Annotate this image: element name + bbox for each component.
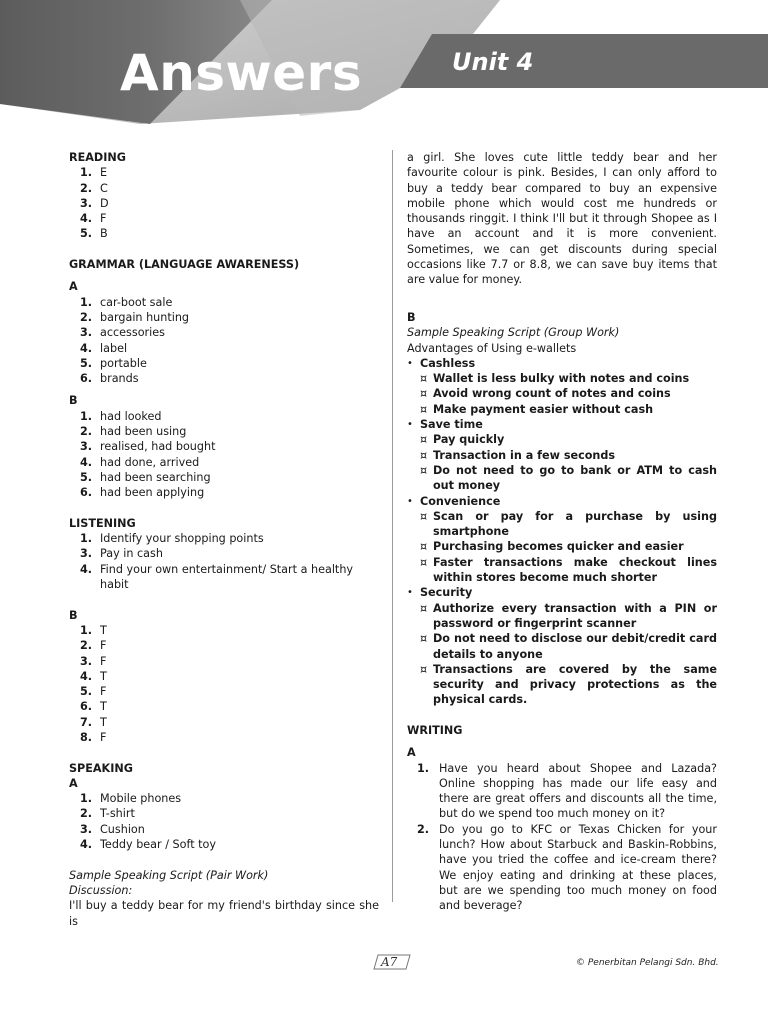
list-item xyxy=(69,623,379,638)
list-item xyxy=(69,211,379,226)
advantage-title: Security xyxy=(420,586,473,600)
item-number: 4. xyxy=(79,669,92,683)
item-text: had looked xyxy=(100,409,162,423)
list-item xyxy=(69,837,379,852)
item-number: 6. xyxy=(79,372,92,386)
list-item xyxy=(69,424,379,439)
list-item xyxy=(69,730,379,745)
list-item: ¤ Wallet is less bulky with notes and coins xyxy=(420,371,717,386)
list-item xyxy=(69,806,379,821)
list-item xyxy=(69,371,379,386)
item-number: 1. xyxy=(79,532,92,546)
item-number: 3. xyxy=(79,822,92,836)
listening-b-label: B xyxy=(69,608,78,622)
item-text: Teddy bear / Soft toy xyxy=(100,838,216,852)
speaking-a-list xyxy=(69,791,379,852)
writing-list xyxy=(407,761,717,914)
list-item: ¤ Scan or pay for a purchase by using smartphone xyxy=(420,509,717,540)
list-item xyxy=(69,822,379,837)
item-text: Pay in cash xyxy=(100,547,163,561)
item-text: Have you heard about Shopee and Lazada? Online shopping has made our life easy and there are great offers and discounts all the time, but do we spend too much money on it? xyxy=(439,761,717,821)
item-number: 5. xyxy=(79,470,92,484)
item-number: 2. xyxy=(79,639,92,653)
item-text: T xyxy=(100,623,107,637)
item-text: bargain hunting xyxy=(100,310,190,324)
item-number: 6. xyxy=(79,700,92,714)
item-text: had done, arrived xyxy=(100,455,200,469)
item-number: 8. xyxy=(79,730,92,744)
item-number: 5. xyxy=(79,685,92,699)
group-work-title: Sample Speaking Script (Group Work) xyxy=(407,326,620,340)
item-number: 1. xyxy=(79,792,92,806)
list-item xyxy=(69,310,379,325)
list-item xyxy=(407,417,717,493)
list-item xyxy=(69,455,379,470)
item-text: T xyxy=(100,700,107,714)
list-item: ¤ Avoid wrong count of notes and coins xyxy=(420,386,717,401)
item-text: brands xyxy=(100,372,139,386)
copyright-notice: © Penerbitan Pelangi Sdn. Bhd. xyxy=(576,958,719,968)
grammar-heading: GRAMMAR (LANGUAGE AWARENESS) xyxy=(69,258,300,272)
list-item: ¤ Transactions are covered by the same security and privacy protections as the physical cards. xyxy=(420,662,717,708)
writing-a-label: A xyxy=(407,746,416,760)
listening-b-list xyxy=(69,623,379,745)
pair-work-title: Sample Speaking Script (Pair Work) xyxy=(69,868,269,882)
discussion-label: Discussion: xyxy=(69,883,133,897)
item-text: Do you go to KFC or Texas Chicken for your lunch? How about Starbuck and Baskin-Robbins, have you tried the coffee and ice-cream there? We enjoy eating and drinking at these places, but are we spending too much money on food and beverage? xyxy=(439,822,717,913)
list-item xyxy=(69,341,379,356)
item-number: 3. xyxy=(79,654,92,668)
item-text: F xyxy=(100,639,107,653)
item-text: Identify your shopping points xyxy=(100,532,264,546)
list-item: ¤ Make payment easier without cash xyxy=(420,402,717,417)
item-text: accessories xyxy=(100,326,165,340)
item-number: 4. xyxy=(79,212,92,226)
item-text: T xyxy=(100,715,107,729)
item-text: Find your own entertainment/ Start a healthy habit xyxy=(100,562,354,592)
list-item xyxy=(69,638,379,653)
advantage-title: Save time xyxy=(420,418,483,432)
list-item xyxy=(69,715,379,730)
page-number-box xyxy=(372,953,412,971)
item-text: F xyxy=(100,730,107,744)
list-item xyxy=(69,165,379,180)
page-title: Answers xyxy=(120,44,363,102)
writing-heading: WRITING xyxy=(407,723,463,737)
list-item xyxy=(69,181,379,196)
item-text: portable xyxy=(100,356,147,370)
item-number: 1. xyxy=(79,295,92,309)
item-text: Mobile phones xyxy=(100,792,182,806)
listening-a-list xyxy=(69,531,379,592)
item-text: F xyxy=(100,212,107,226)
list-item xyxy=(407,761,717,822)
list-item xyxy=(407,822,717,914)
item-text: F xyxy=(100,685,107,699)
list-item xyxy=(69,562,379,593)
grammar-b-list xyxy=(69,409,379,501)
item-text: had been using xyxy=(100,425,187,439)
item-text: car-boot sale xyxy=(100,295,173,309)
advantage-title: Convenience xyxy=(420,494,501,508)
item-number: 4. xyxy=(79,838,92,852)
item-number: 2. xyxy=(79,807,92,821)
item-number: 2. xyxy=(79,425,92,439)
group-work-subtitle: Advantages of Using e-wallets xyxy=(407,341,577,355)
grammar-b-label: B xyxy=(69,394,78,408)
list-item xyxy=(69,699,379,714)
item-text: had been applying xyxy=(100,486,205,500)
list-item xyxy=(69,791,379,806)
item-number: 1. xyxy=(416,761,429,775)
list-item: ¤ Do not need to go to bank or ATM to cash out money xyxy=(420,463,717,494)
list-item xyxy=(69,295,379,310)
discussion-text-continued: a girl. She loves cute little teddy bear and her favourite colour is pink. Besides, I can only afford to buy a teddy bear compared to buy an expensive mobile phone which would cost me hundreds or thousands ringgit. I think I'll but it through Shopee as I have an account and it is more convenient. Sometimes, we can get discounts during special occasions like 7.7 or 8.8, we can save buy items that are value for money. xyxy=(407,151,717,287)
item-text: T-shirt xyxy=(100,807,135,821)
list-item xyxy=(69,356,379,371)
header-banner-shape xyxy=(0,0,768,130)
advantage-title: Cashless xyxy=(420,356,476,370)
unit-label: Unit 4 xyxy=(452,48,534,76)
item-text: had been searching xyxy=(100,470,211,484)
list-item: ¤ Authorize every transaction with a PIN or password or fingerprint scanner xyxy=(420,601,717,632)
grammar-a-list xyxy=(69,295,379,387)
speaking-heading: SPEAKING xyxy=(69,761,133,775)
item-text: F xyxy=(100,654,107,668)
item-number: 2. xyxy=(79,310,92,324)
list-item xyxy=(69,196,379,211)
item-number: 2. xyxy=(416,822,429,836)
list-item: ¤ Pay quickly xyxy=(420,432,717,447)
list-item xyxy=(69,669,379,684)
list-item xyxy=(69,531,379,546)
item-number: 1. xyxy=(79,166,92,180)
item-number: 3. xyxy=(79,326,92,340)
reading-heading: READING xyxy=(69,151,126,164)
reading-list xyxy=(69,165,379,241)
page-header xyxy=(0,0,768,130)
list-item xyxy=(407,494,717,586)
speaking-b-label: B xyxy=(407,310,416,324)
item-text: label xyxy=(100,341,128,355)
item-number: 1. xyxy=(79,409,92,423)
list-item: ¤ Purchasing becomes quicker and easier xyxy=(420,539,717,554)
item-text: B xyxy=(100,227,108,241)
item-number: 7. xyxy=(79,715,92,729)
list-item xyxy=(69,654,379,669)
list-item xyxy=(69,684,379,699)
list-item xyxy=(69,226,379,241)
item-number: 4. xyxy=(79,341,92,355)
list-item xyxy=(69,409,379,424)
list-item: ¤ Transaction in a few seconds xyxy=(420,448,717,463)
item-number: 3. xyxy=(79,440,92,454)
list-item xyxy=(69,485,379,500)
grammar-a-label: A xyxy=(69,280,78,294)
item-text: Cushion xyxy=(100,822,145,836)
right-column xyxy=(407,150,717,914)
item-number: 3. xyxy=(79,547,92,561)
speaking-a-label: A xyxy=(69,776,78,790)
item-number: 2. xyxy=(79,181,92,195)
list-item xyxy=(69,325,379,340)
item-text: C xyxy=(100,181,108,195)
page-number: A7 xyxy=(381,955,398,969)
listening-heading: LISTENING xyxy=(69,516,136,530)
list-item xyxy=(69,546,379,561)
item-number: 6. xyxy=(79,486,92,500)
item-number: 5. xyxy=(79,356,92,370)
column-divider xyxy=(392,150,393,902)
item-number: 1. xyxy=(79,623,92,637)
left-column xyxy=(69,150,379,929)
list-item: ¤ Do not need to disclose our debit/credit card details to anyone xyxy=(420,631,717,662)
list-item xyxy=(407,356,717,417)
list-item: ¤ Faster transactions make checkout lines within stores become much shorter xyxy=(420,555,717,586)
list-item xyxy=(407,585,717,707)
item-text: T xyxy=(100,669,107,683)
item-number: 4. xyxy=(79,562,92,576)
list-item xyxy=(69,470,379,485)
item-number: 4. xyxy=(79,455,92,469)
item-number: 5. xyxy=(79,227,92,241)
advantages-list xyxy=(407,356,717,708)
item-text: E xyxy=(100,166,108,180)
item-number: 3. xyxy=(79,196,92,210)
discussion-text-start: I'll buy a teddy bear for my friend's birthday since she is xyxy=(69,899,379,928)
list-item xyxy=(69,439,379,454)
item-text: D xyxy=(100,196,109,210)
item-text: realised, had bought xyxy=(100,440,216,454)
